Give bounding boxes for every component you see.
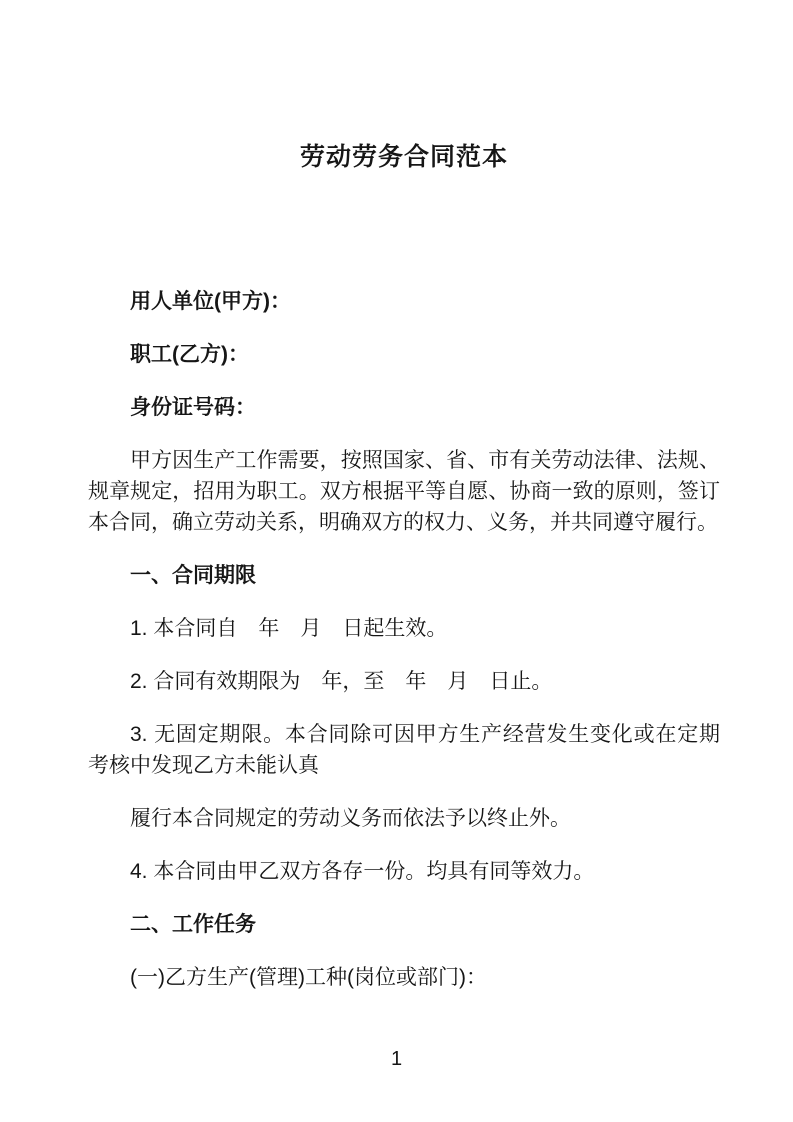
clause-1-3-continued: 履行本合同规定的劳动义务而依法予以终止外。 (130, 807, 571, 830)
clause-1-1: 1. 本合同自 年 月 日起生效。 (130, 617, 448, 640)
party-b-label: 职工(乙方)： (130, 343, 249, 366)
clause-2-1: (一)乙方生产(管理)工种(岗位或部门)： (130, 966, 487, 989)
preamble-paragraph: 甲方因生产工作需要，按照国家、省、市有关劳动法律、法规、规章规定，招用为职工。双方根据平等自愿、协商一致的原则，签订本合同，确立劳动关系，明确双方的权力、义务，并共同遵守履行。 (88, 449, 720, 534)
clause-1-2: 2. 合同有效期限为 年，至 年 月 日止。 (130, 670, 553, 693)
document-body (88, 174, 720, 993)
clause-1-3: 3. 无固定期限。本合同除可因甲方生产经营发生变化或在定期考核中发现乙方未能认真 (88, 723, 720, 777)
page-number: 1 (390, 1048, 403, 1070)
party-a-label: 用人单位(甲方)： (130, 290, 291, 313)
id-number-label: 身份证号码： (130, 396, 256, 419)
clause-1-4: 4. 本合同由甲乙双方各存一份。均具有同等效力。 (130, 860, 595, 883)
document-title: 劳动劳务合同范本 (299, 143, 508, 171)
section-2-heading: 二、工作任务 (130, 913, 256, 936)
section-1-heading: 一、合同期限 (130, 564, 256, 587)
